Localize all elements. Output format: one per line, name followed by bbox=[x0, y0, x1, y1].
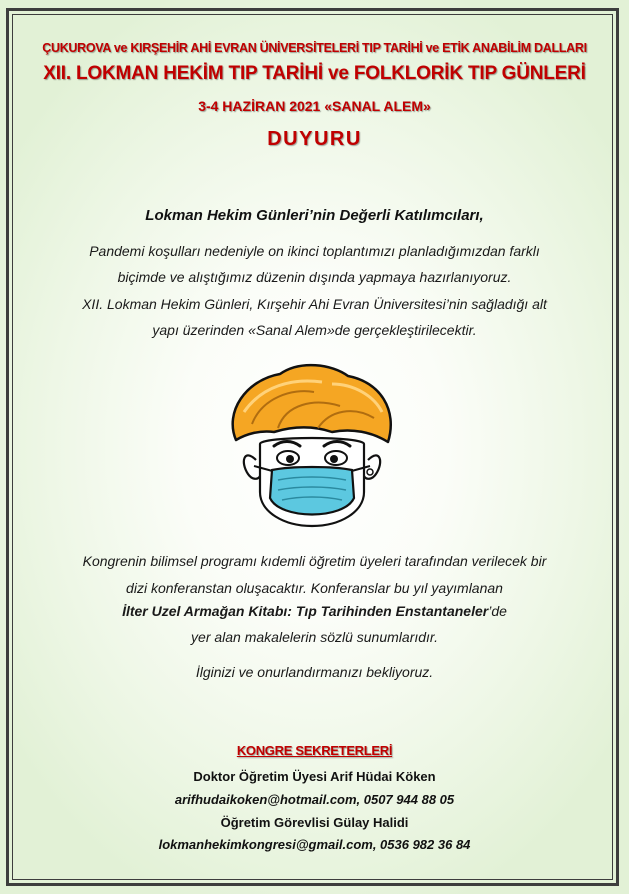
greeting: Lokman Hekim Günleri’nin Değerli Katılımcıları, bbox=[145, 207, 484, 224]
intro-line: XII. Lokman Hekim Günleri, Kırşehir Ahi Evran Üniversitesi’nin sağladığı alt bbox=[82, 296, 547, 312]
organizer-heading: ÇUKUROVA ve KIRŞEHİR AHİ EVRAN ÜNİVERSİTELERİ TIP TARİHİ ve ETİK ANABİLİM DALLARI bbox=[42, 41, 587, 55]
book-title: İlter Uzel Armağan Kitabı: Tıp Tarihinden Enstantaneler bbox=[122, 603, 489, 619]
intro-line: biçimde ve alıştığımız düzenin dışında yapmaya hazırlanıyoruz. bbox=[117, 269, 512, 285]
program-line: Kongrenin bilimsel programı kıdemli öğretim üyeleri tarafından verilecek bir bbox=[82, 553, 547, 569]
event-date: 3-4 HAZİRAN 2021 «SANAL ALEM» bbox=[198, 98, 431, 114]
book-suffix: ’de bbox=[488, 603, 507, 619]
intro-line: Pandemi koşulları nedeniyle on ikinci toplantımızı planladığımızdan farklı bbox=[89, 243, 540, 259]
secretary-contact: arifhudaikoken@hotmail.com, 0507 944 88 05 bbox=[174, 792, 455, 807]
secretary-name: Doktor Öğretim Üyesi Arif Hüdai Köken bbox=[193, 769, 436, 784]
masked-man-illustration bbox=[222, 362, 400, 534]
turban-icon bbox=[233, 365, 391, 442]
intro-line: yapı üzerinden «Sanal Alem»de gerçekleştirilecektir. bbox=[152, 322, 477, 338]
program-line: yer alan makalelerin sözlü sunumlarıdır. bbox=[191, 629, 438, 645]
book-line bbox=[0, 603, 629, 619]
program-line: dizi konferanstan oluşacaktır. Konferanslar bu yıl yayımlanan bbox=[126, 580, 503, 596]
secretary-contact: lokmanhekimkongresi@gmail.com, 0536 982 36 84 bbox=[158, 837, 471, 852]
announcement-heading: DUYURU bbox=[267, 128, 362, 150]
closing-line: İlginizi ve onurlandırmanızı bekliyoruz. bbox=[195, 664, 434, 680]
secretaries-heading: KONGRE SEKRETERLERİ bbox=[236, 743, 393, 758]
secretary-name: Öğretim Görevlisi Gülay Halidi bbox=[220, 815, 409, 830]
event-title: XII. LOKMAN HEKİM TIP TARİHİ ve FOLKLORİK TIP GÜNLERİ bbox=[43, 63, 586, 84]
